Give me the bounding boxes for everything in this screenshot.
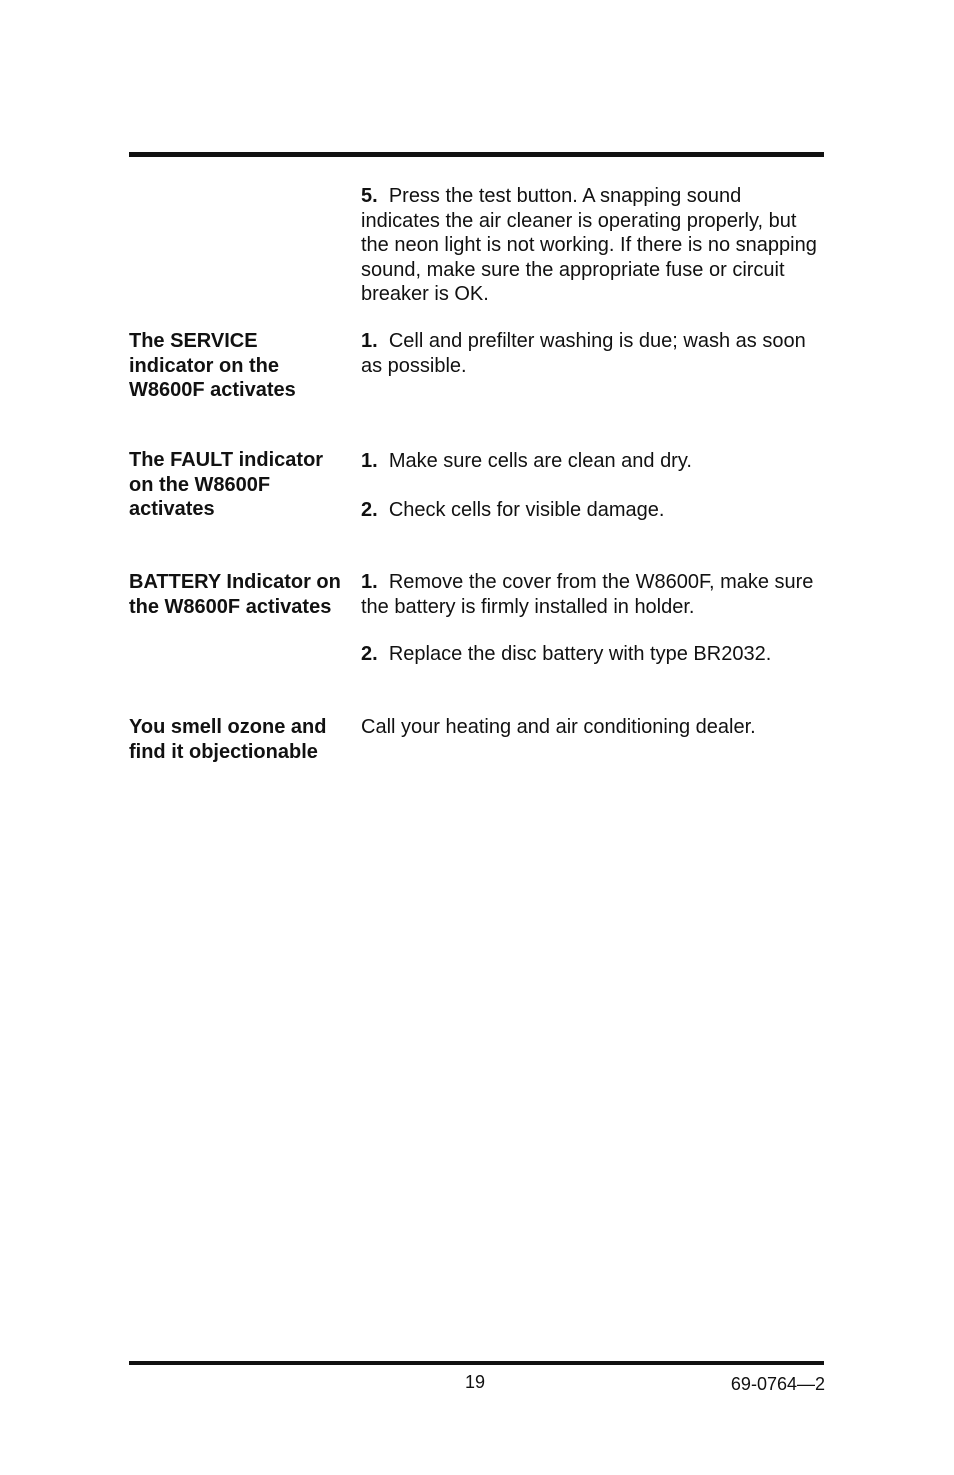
condition-heading: You smell ozone and find it objectionable xyxy=(129,716,327,763)
step-text xyxy=(361,329,821,378)
step-number: 2. xyxy=(361,499,378,521)
step-body: Remove the cover from the W8600F, make sure the battery is firmly installed in holder. xyxy=(361,571,814,618)
step-body: Call your heating and air conditioning dealer. xyxy=(361,716,756,738)
step-body: Check cells for visible damage. xyxy=(388,499,665,521)
step-body: Cell and prefilter washing is due; wash as soon as possible. xyxy=(361,330,806,377)
step-number: 5. xyxy=(361,185,378,207)
page-number: 19 xyxy=(465,1372,486,1392)
bottom-rule xyxy=(129,1361,824,1365)
step-number: 1. xyxy=(361,330,378,352)
step-body: Press the test button. A snapping sound indicates the air cleaner is operating properly, but the neon light is not working. If there is no snapping sound, make sure the appropriate fuse or circuit breaker is OK. xyxy=(361,185,817,305)
step-text xyxy=(361,498,821,523)
step-text xyxy=(361,715,821,740)
step-number: 2. xyxy=(361,643,378,665)
document-number: 69-0764—2 xyxy=(730,1374,825,1394)
step-number: 1. xyxy=(361,571,378,593)
step-body: Replace the disc battery with type BR2032. xyxy=(388,643,772,665)
step-text xyxy=(361,642,821,667)
condition-heading: The FAULT indicator on the W8600F activates xyxy=(129,449,324,520)
condition-heading: BATTERY Indicator on the W8600F activates xyxy=(129,571,341,618)
top-rule xyxy=(129,152,824,157)
step-body: Make sure cells are clean and dry. xyxy=(388,450,692,472)
step-text xyxy=(361,570,821,619)
step-text xyxy=(361,449,821,474)
step-number: 1. xyxy=(361,450,378,472)
step-text xyxy=(361,184,821,307)
condition-heading: The SERVICE indicator on the W8600F activates xyxy=(129,330,296,401)
